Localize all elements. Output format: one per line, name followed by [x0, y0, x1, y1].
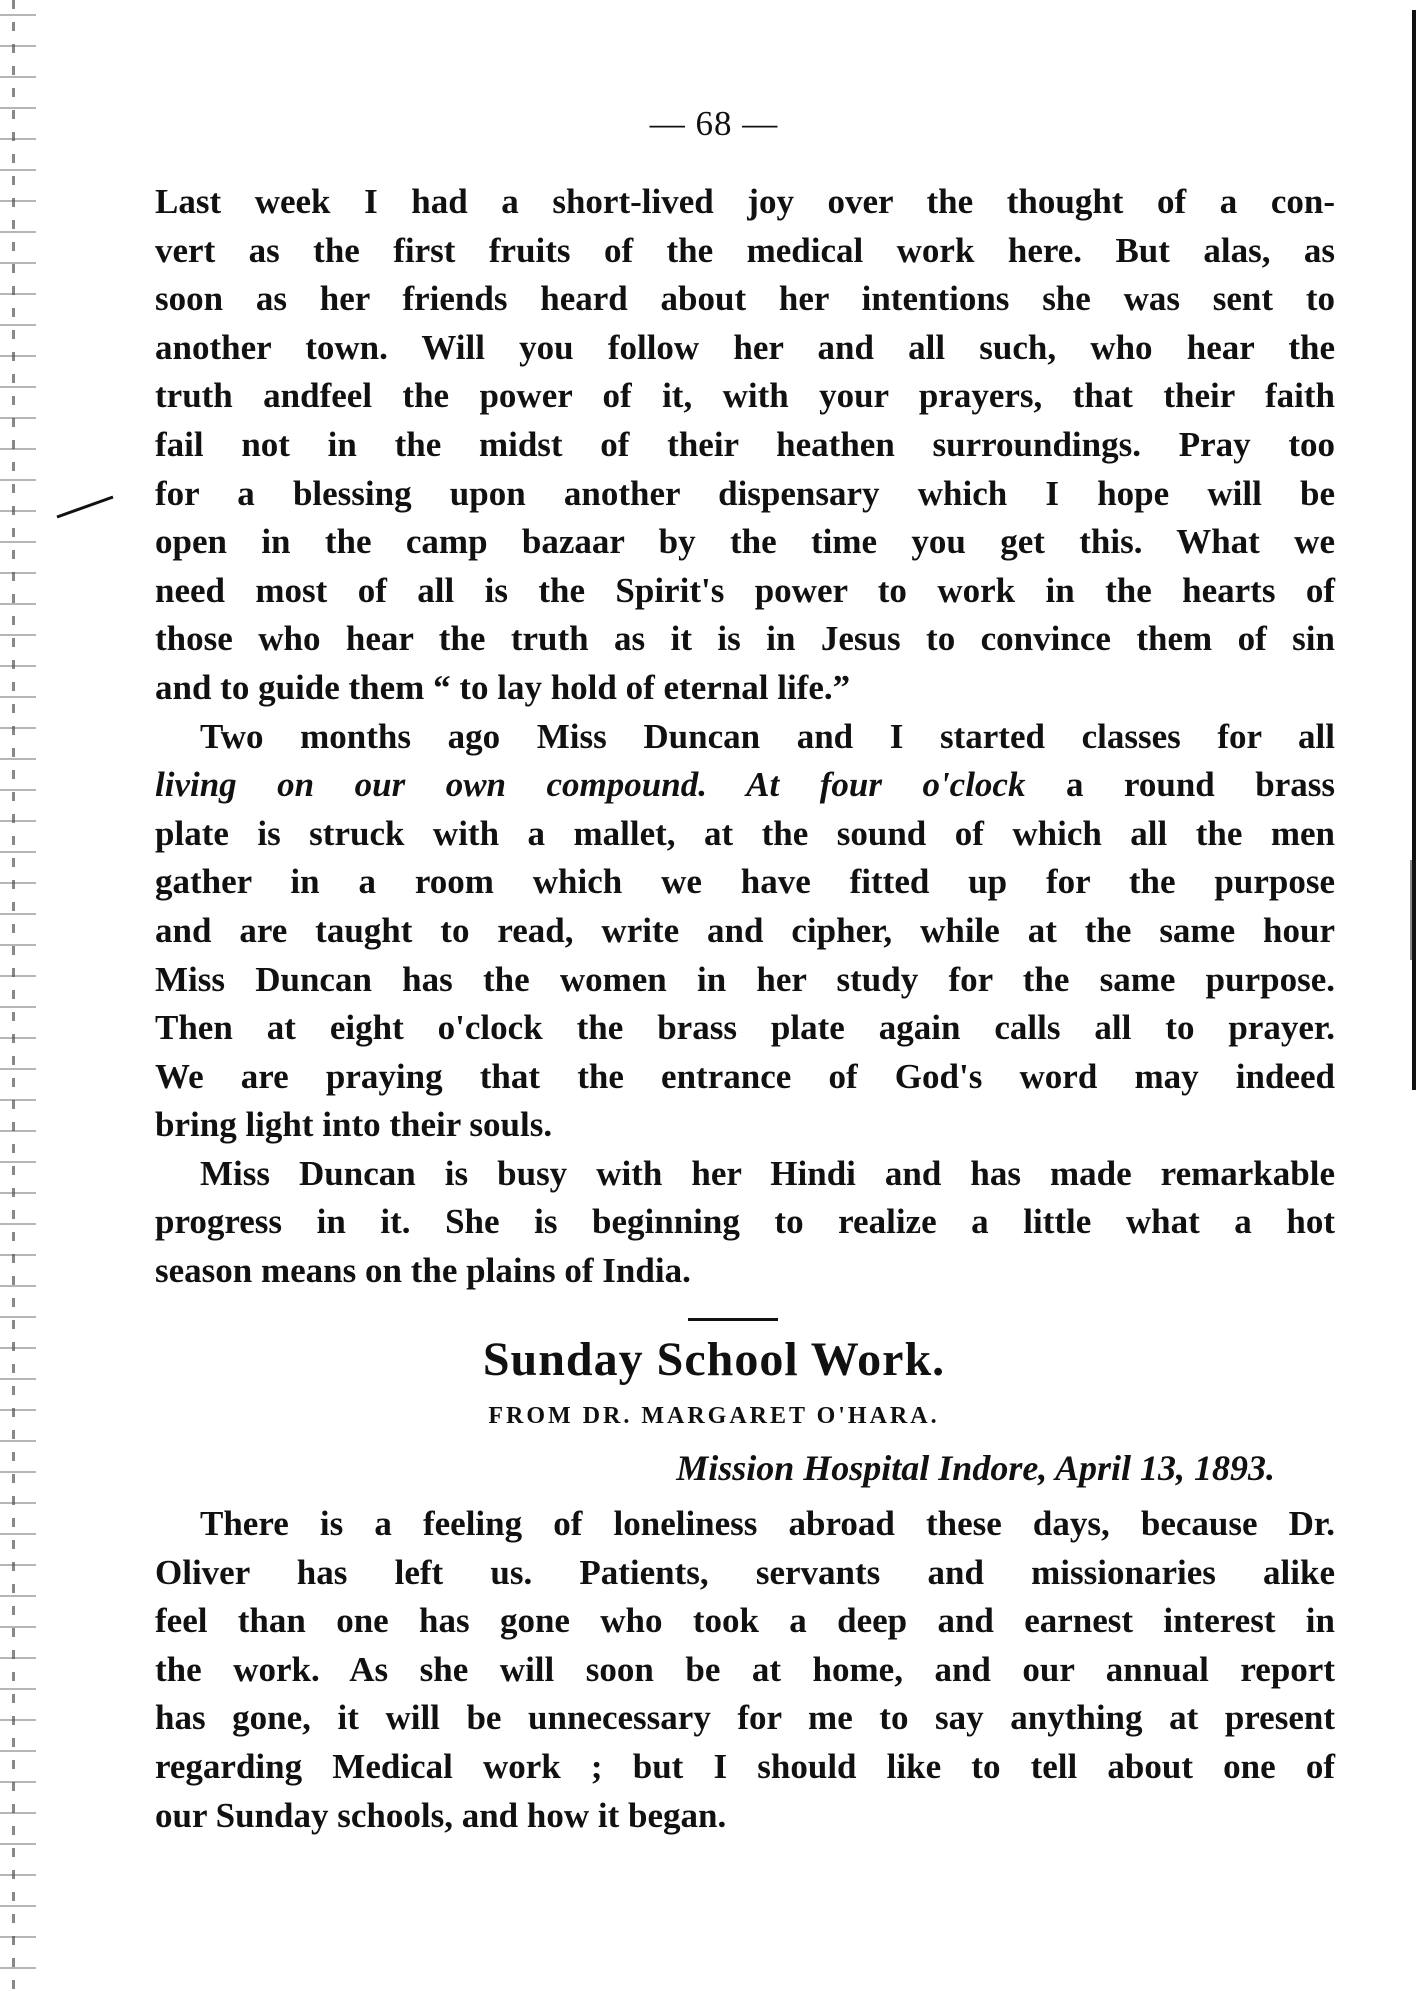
text-line: another town. Will you follow her and all such, who hear the [155, 327, 1335, 367]
page-number: — 68 — [649, 104, 779, 143]
scan-right-edge-mark [1410, 860, 1412, 960]
section-two-text [155, 1500, 1335, 1840]
text-line: progress in it. She is beginning to realize a little what a hot [155, 1202, 1335, 1242]
text-line: vert as the first fruits of the medical work here. But alas, as [155, 230, 1335, 270]
section-heading: Sunday School Work. [482, 1333, 946, 1386]
text-run: a round brass [1025, 765, 1335, 805]
text-line: Miss Duncan is busy with her Hindi and has made remarkable [200, 1153, 1335, 1193]
scan-binding-edge [0, 0, 36, 1991]
text-line: truth andfeel the power of it, with your prayers, that their faith [155, 376, 1335, 416]
text-line: Miss Duncan has the women in her study for the same purpose. [155, 959, 1335, 999]
margin-pen-mark [55, 495, 115, 519]
text-line: for a blessing upon another dispensary which I hope will be [155, 473, 1335, 513]
text-line: and to guide them “ to lay hold of eternal life.” [155, 667, 851, 707]
italic-phrase: living on our own compound. At four o'clock [155, 765, 1026, 805]
text-line: season means on the plains of India. [155, 1251, 691, 1291]
letter-dateline: Mission Hospital Indore, April 13, 1893. [676, 1448, 1275, 1488]
text-line: the work. As she will soon be at home, and our annual report [155, 1649, 1335, 1689]
text-line: There is a feeling of loneliness abroad these days, because Dr. [200, 1504, 1335, 1543]
scan-right-edge-rule [1412, 10, 1416, 1090]
text-line: gather in a room which we have fitted up for the purpose [155, 862, 1335, 902]
text-line: soon as her friends heard about her intentions she was sent to [155, 279, 1335, 319]
text-line: plate is struck with a mallet, at the sound of which all the men [155, 813, 1335, 853]
text-line: regarding Medical work ; but I should like to tell about one of [155, 1746, 1335, 1786]
text-line: Oliver has left us. Patients, servants and missionaries alike [155, 1552, 1335, 1592]
text-line: need most of all is the Spirit's power to work in the hearts of [155, 570, 1335, 610]
scan-binding-stitch [12, 0, 15, 1991]
section-byline: FROM DR. MARGARET O'HARA. [488, 1403, 940, 1429]
text-line: Then at eight o'clock the brass plate again calls all to prayer. [155, 1008, 1335, 1048]
text-line: open in the camp bazaar by the time you get this. What we [155, 522, 1335, 562]
text-line: and are taught to read, write and cipher, while at the same hour [155, 910, 1335, 950]
text-line: has gone, it will be unnecessary for me to say anything at present [155, 1698, 1335, 1738]
text-line: our Sunday schools, and how it began. [155, 1795, 727, 1835]
text-line: bring light into their souls. [155, 1105, 553, 1145]
text-line: We are praying that the entrance of God's word may indeed [155, 1056, 1335, 1096]
text-line: those who hear the truth as it is in Jesus to convince them of sin [155, 619, 1335, 659]
text-line: feel than one has gone who took a deep and earnest interest in [155, 1601, 1335, 1641]
section-divider-rule [688, 1318, 778, 1321]
section-one-text [155, 178, 1335, 1296]
text-line: Two months ago Miss Duncan and I started classes for all [200, 716, 1335, 756]
text-line-mixed [155, 761, 1335, 810]
text-line: Last week I had a short-lived joy over the thought of a con- [155, 182, 1335, 221]
text-line: fail not in the midst of their heathen surroundings. Pray too [155, 424, 1335, 464]
